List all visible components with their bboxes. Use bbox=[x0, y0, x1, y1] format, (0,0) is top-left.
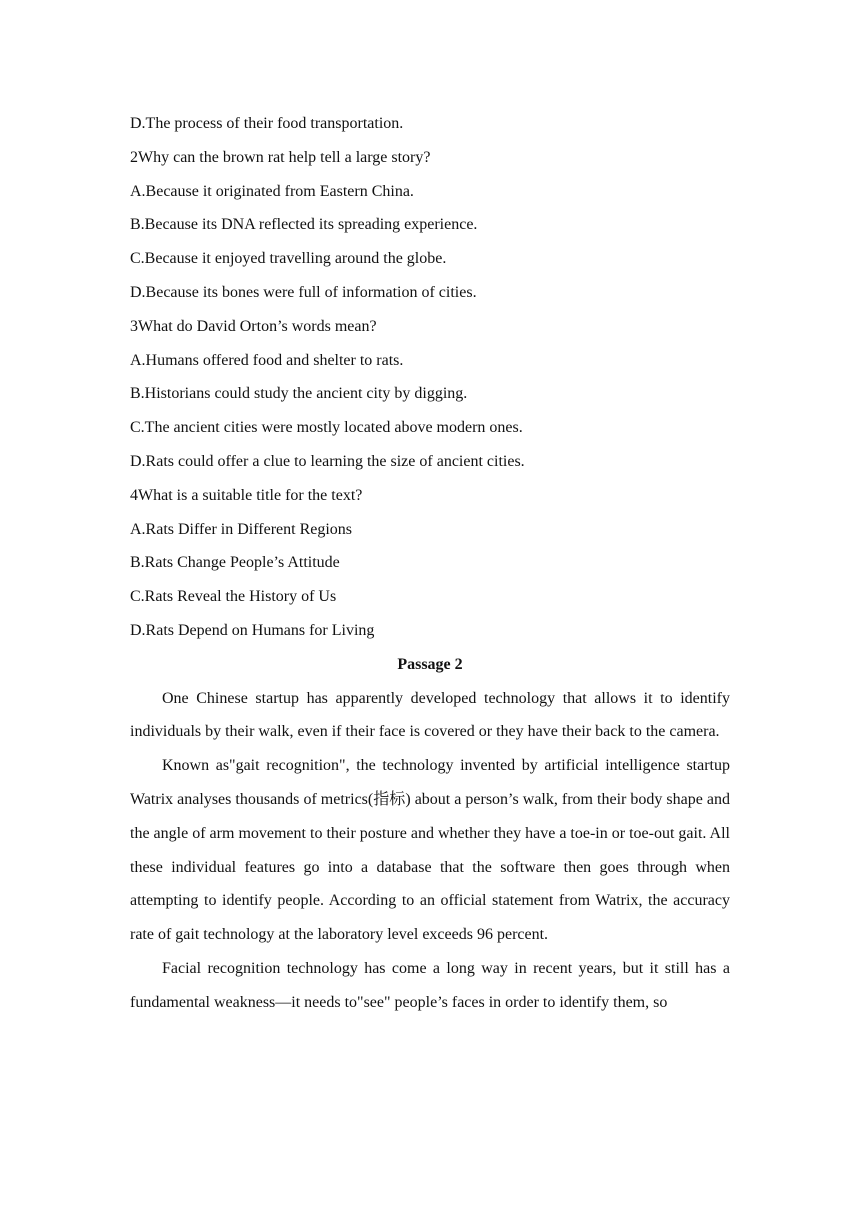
question-line: B.Because its DNA reflected its spreading experience. bbox=[130, 216, 478, 234]
question-line: A.Rats Differ in Different Regions bbox=[130, 520, 353, 538]
question-line: C.Because it enjoyed travelling around the globe. bbox=[130, 250, 447, 268]
question-line: D.Rats Depend on Humans for Living bbox=[130, 621, 375, 639]
question-line: B.Rats Change People’s Attitude bbox=[130, 554, 340, 572]
question-line: A.Because it originated from Eastern China. bbox=[130, 182, 414, 200]
question-line: B.Historians could study the ancient city by digging. bbox=[130, 385, 468, 403]
question-line: D.Because its bones were full of information of cities. bbox=[130, 283, 477, 301]
passage-paragraph: Known as"gait recognition", the technology invented by artificial intelligence startup Watrix analyses thousands of metrics(指标) about a person’s walk, from their body shape and the angle of arm movement to their posture and whether they have a toe-in or toe-out gait. All these individual features go into a database that the software then goes through when attempting to identify people. According to an official statement from Watrix, the accuracy rate of gait technology at the laboratory level exceeds 96 percent. bbox=[130, 757, 730, 944]
question-line: A.Humans offered food and shelter to rats. bbox=[130, 351, 404, 369]
question-line: 4What is a suitable title for the text? bbox=[130, 486, 363, 504]
passage-body bbox=[130, 682, 730, 1020]
passage-paragraph: One Chinese startup has apparently developed technology that allows it to identify individuals by their walk, even if their face is covered or they have their back to the camera. bbox=[130, 689, 730, 741]
question-line: D.Rats could offer a clue to learning the size of ancient cities. bbox=[130, 452, 525, 470]
document-page bbox=[130, 107, 730, 1020]
question-line: 3What do David Orton’s words mean? bbox=[130, 317, 377, 335]
question-line: D.The process of their food transportation. bbox=[130, 115, 404, 132]
question-line: C.Rats Reveal the History of Us bbox=[130, 588, 337, 606]
question-line: C.The ancient cities were mostly located above modern ones. bbox=[130, 419, 523, 437]
question-line: 2Why can the brown rat help tell a large story? bbox=[130, 148, 431, 166]
question-list bbox=[130, 107, 730, 648]
passage-heading: Passage 2 bbox=[397, 655, 463, 673]
passage-paragraph: Facial recognition technology has come a long way in recent years, but it still has a fundamental weakness—it needs to"see" people’s faces in order to identify them, so bbox=[130, 959, 730, 1011]
